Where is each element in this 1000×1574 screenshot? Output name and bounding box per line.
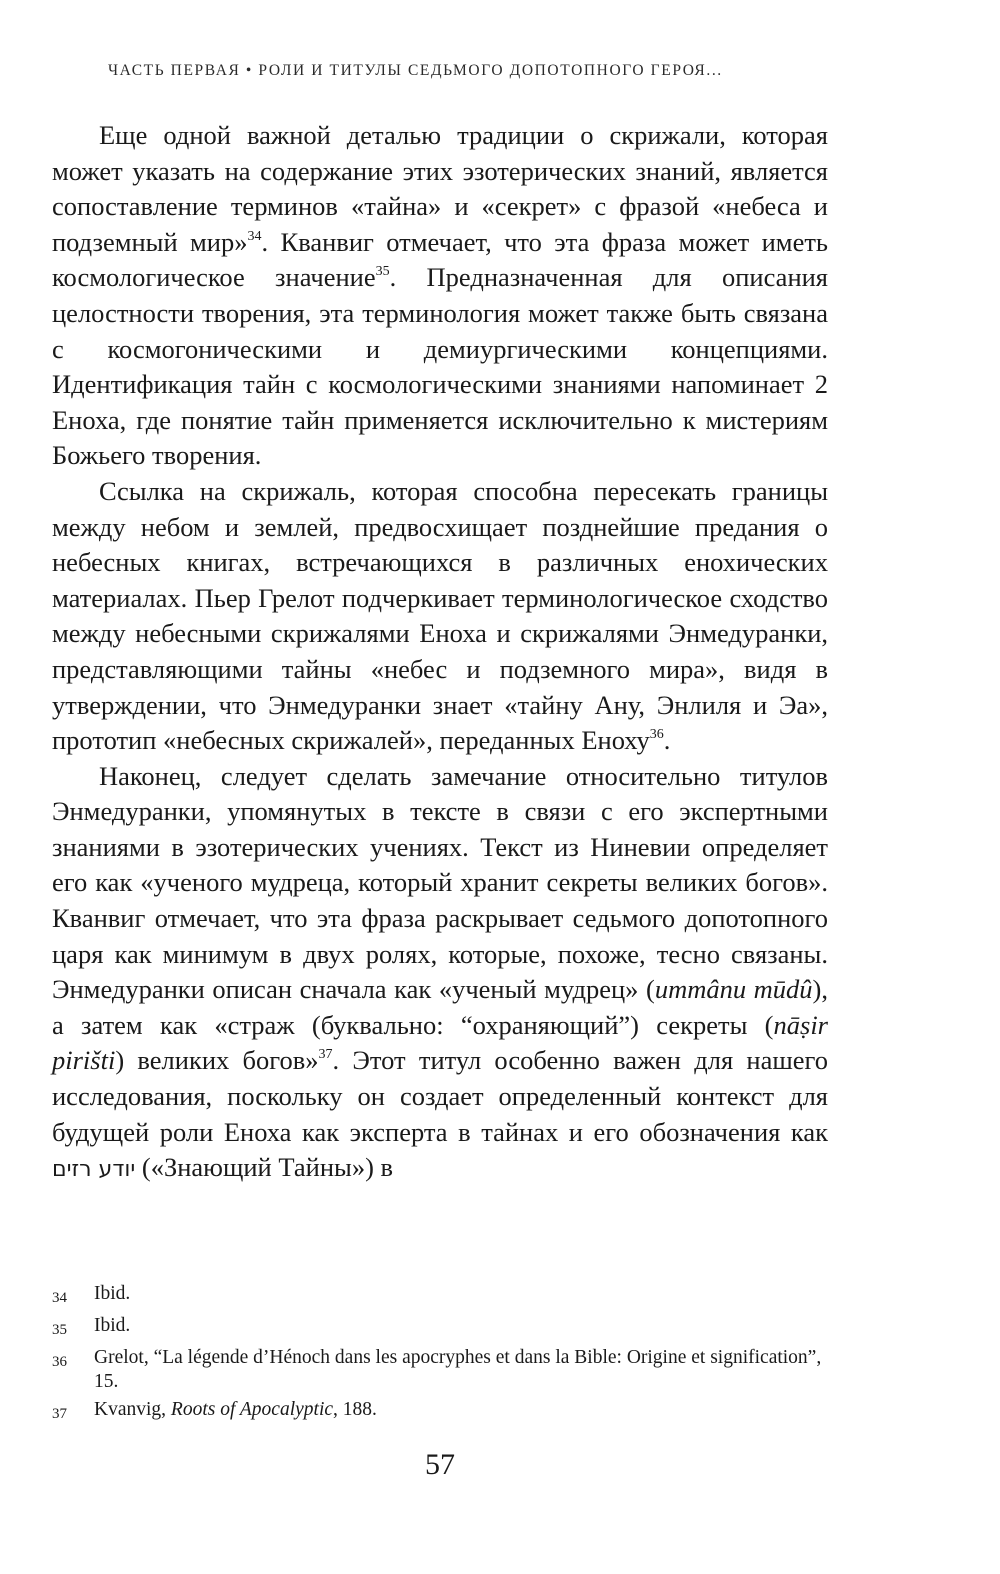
footnote-number: 34	[52, 1290, 67, 1306]
paragraph-1-text-a: Еще одной важной деталью традиции о скрижали, которая может указать на содержание этих эзотерических знаний, является сопоставление терминов «тайна» и «секрет» с фразой «небеса и подземный мир»	[52, 120, 828, 257]
paragraph-3-text-e: («Знающий Тайны») в	[135, 1152, 394, 1183]
footnote-ref-35[interactable]: 35	[375, 264, 390, 280]
page-number: 57	[425, 1448, 455, 1481]
body-text	[52, 118, 828, 1188]
paragraph-2-text-a: Ссылка на скрижаль, которая способна пересекать границы между небом и землей, предвосхищает позднейшие предания о небесных книгах, встречающихся в различных енохических материалах. Пьер Грелот подчеркивает терминологическое сходство между небесными скрижалями Еноха и скрижалями Энмедуранки, представляющими тайны «небес и подземного мира», видя в утверждении, что Энмедуранки знает «тайну Ану, Энлиля и Эа», прототип «небесных скрижалей», переданных Еноху	[52, 475, 828, 756]
akkadian-term-2: nāṣir pirišti	[52, 1009, 828, 1076]
footnote-ref-34[interactable]: 34	[247, 228, 262, 244]
footnote-ref-36[interactable]: 36	[649, 727, 664, 743]
paragraph-2-text-b: .	[663, 725, 671, 756]
footnote-text: Ibid.	[94, 1283, 131, 1304]
footnote-text	[94, 1398, 828, 1426]
footnote-text-a: Kvanvig,	[94, 1399, 171, 1420]
footnote-number: 36	[52, 1354, 67, 1370]
footnote-number: 35	[52, 1322, 67, 1338]
footnote-book-title: Roots of Apocalyptic	[170, 1399, 334, 1420]
footnote-36	[52, 1346, 828, 1394]
footnote-34	[52, 1282, 828, 1310]
paragraph-1-text-b: . Кванвиг отмечает, что эта фраза может иметь космологическое значение	[52, 226, 828, 293]
paragraph-3-text-a: Наконец, следует сделать замечание относительно титулов Энмедуранки, упомянутых в тексте в связи с его экспертными знаниями в эзотерических учениях. Текст из Ниневии определяет его как «ученого мудреца, который хранит секреты великих богов». Кванвиг отмечает, что эта фраза раскрывает седьмого допотопного царя как минимум в двух ролях, которые, похоже, тесно связаны. Энмедуранки описан сначала как «ученый мудрец» (	[52, 760, 828, 1005]
paragraph-3-text-b: ), а затем как «страж (буквально: “охраняющий”) секреты (	[52, 974, 828, 1040]
paragraph-1-text-c: . Предназначенная для описания целостности творения, эта терминология может также быть связана с космогоническими и демиургическими концепциями. Идентификация тайн с космологическими знаниями напоминает 2 Еноха, где понятие тайн применяется исключительно к мистериям Божьего творения.	[52, 262, 828, 471]
footnotes	[52, 1282, 828, 1430]
paragraph-2	[52, 474, 828, 759]
paragraph-3-text-c: ) великих богов»	[115, 1045, 319, 1076]
footnote-number: 37	[52, 1406, 67, 1422]
footnote-text: Grelot, “La légende d’Hénoch dans les apocryphes et dans la Bible: Origine et signification”, 15.	[94, 1347, 822, 1392]
footnote-35	[52, 1314, 828, 1342]
paragraph-3	[52, 759, 828, 1188]
paragraph-3-text-d: . Этот титул особенно важен для нашего исследования, поскольку он создает определенный контекст для будущей роли Еноха как эксперта в тайнах и его обозначения как	[52, 1045, 828, 1147]
footnote-37	[52, 1398, 828, 1426]
footnote-text-b: , 188.	[333, 1399, 377, 1420]
akkadian-term-1: ummânu mūdû	[654, 974, 813, 1005]
running-head: ЧАСТЬ ПЕРВАЯ • РОЛИ И ТИТУЛЫ СЕДЬМОГО ДОПОТОПНОГО ГЕРОЯ...	[108, 62, 723, 79]
hebrew-phrase: יודע רזים	[52, 1157, 136, 1183]
footnote-text: Ibid.	[94, 1315, 131, 1336]
paragraph-1	[52, 118, 828, 474]
footnote-ref-37[interactable]: 37	[318, 1047, 333, 1063]
